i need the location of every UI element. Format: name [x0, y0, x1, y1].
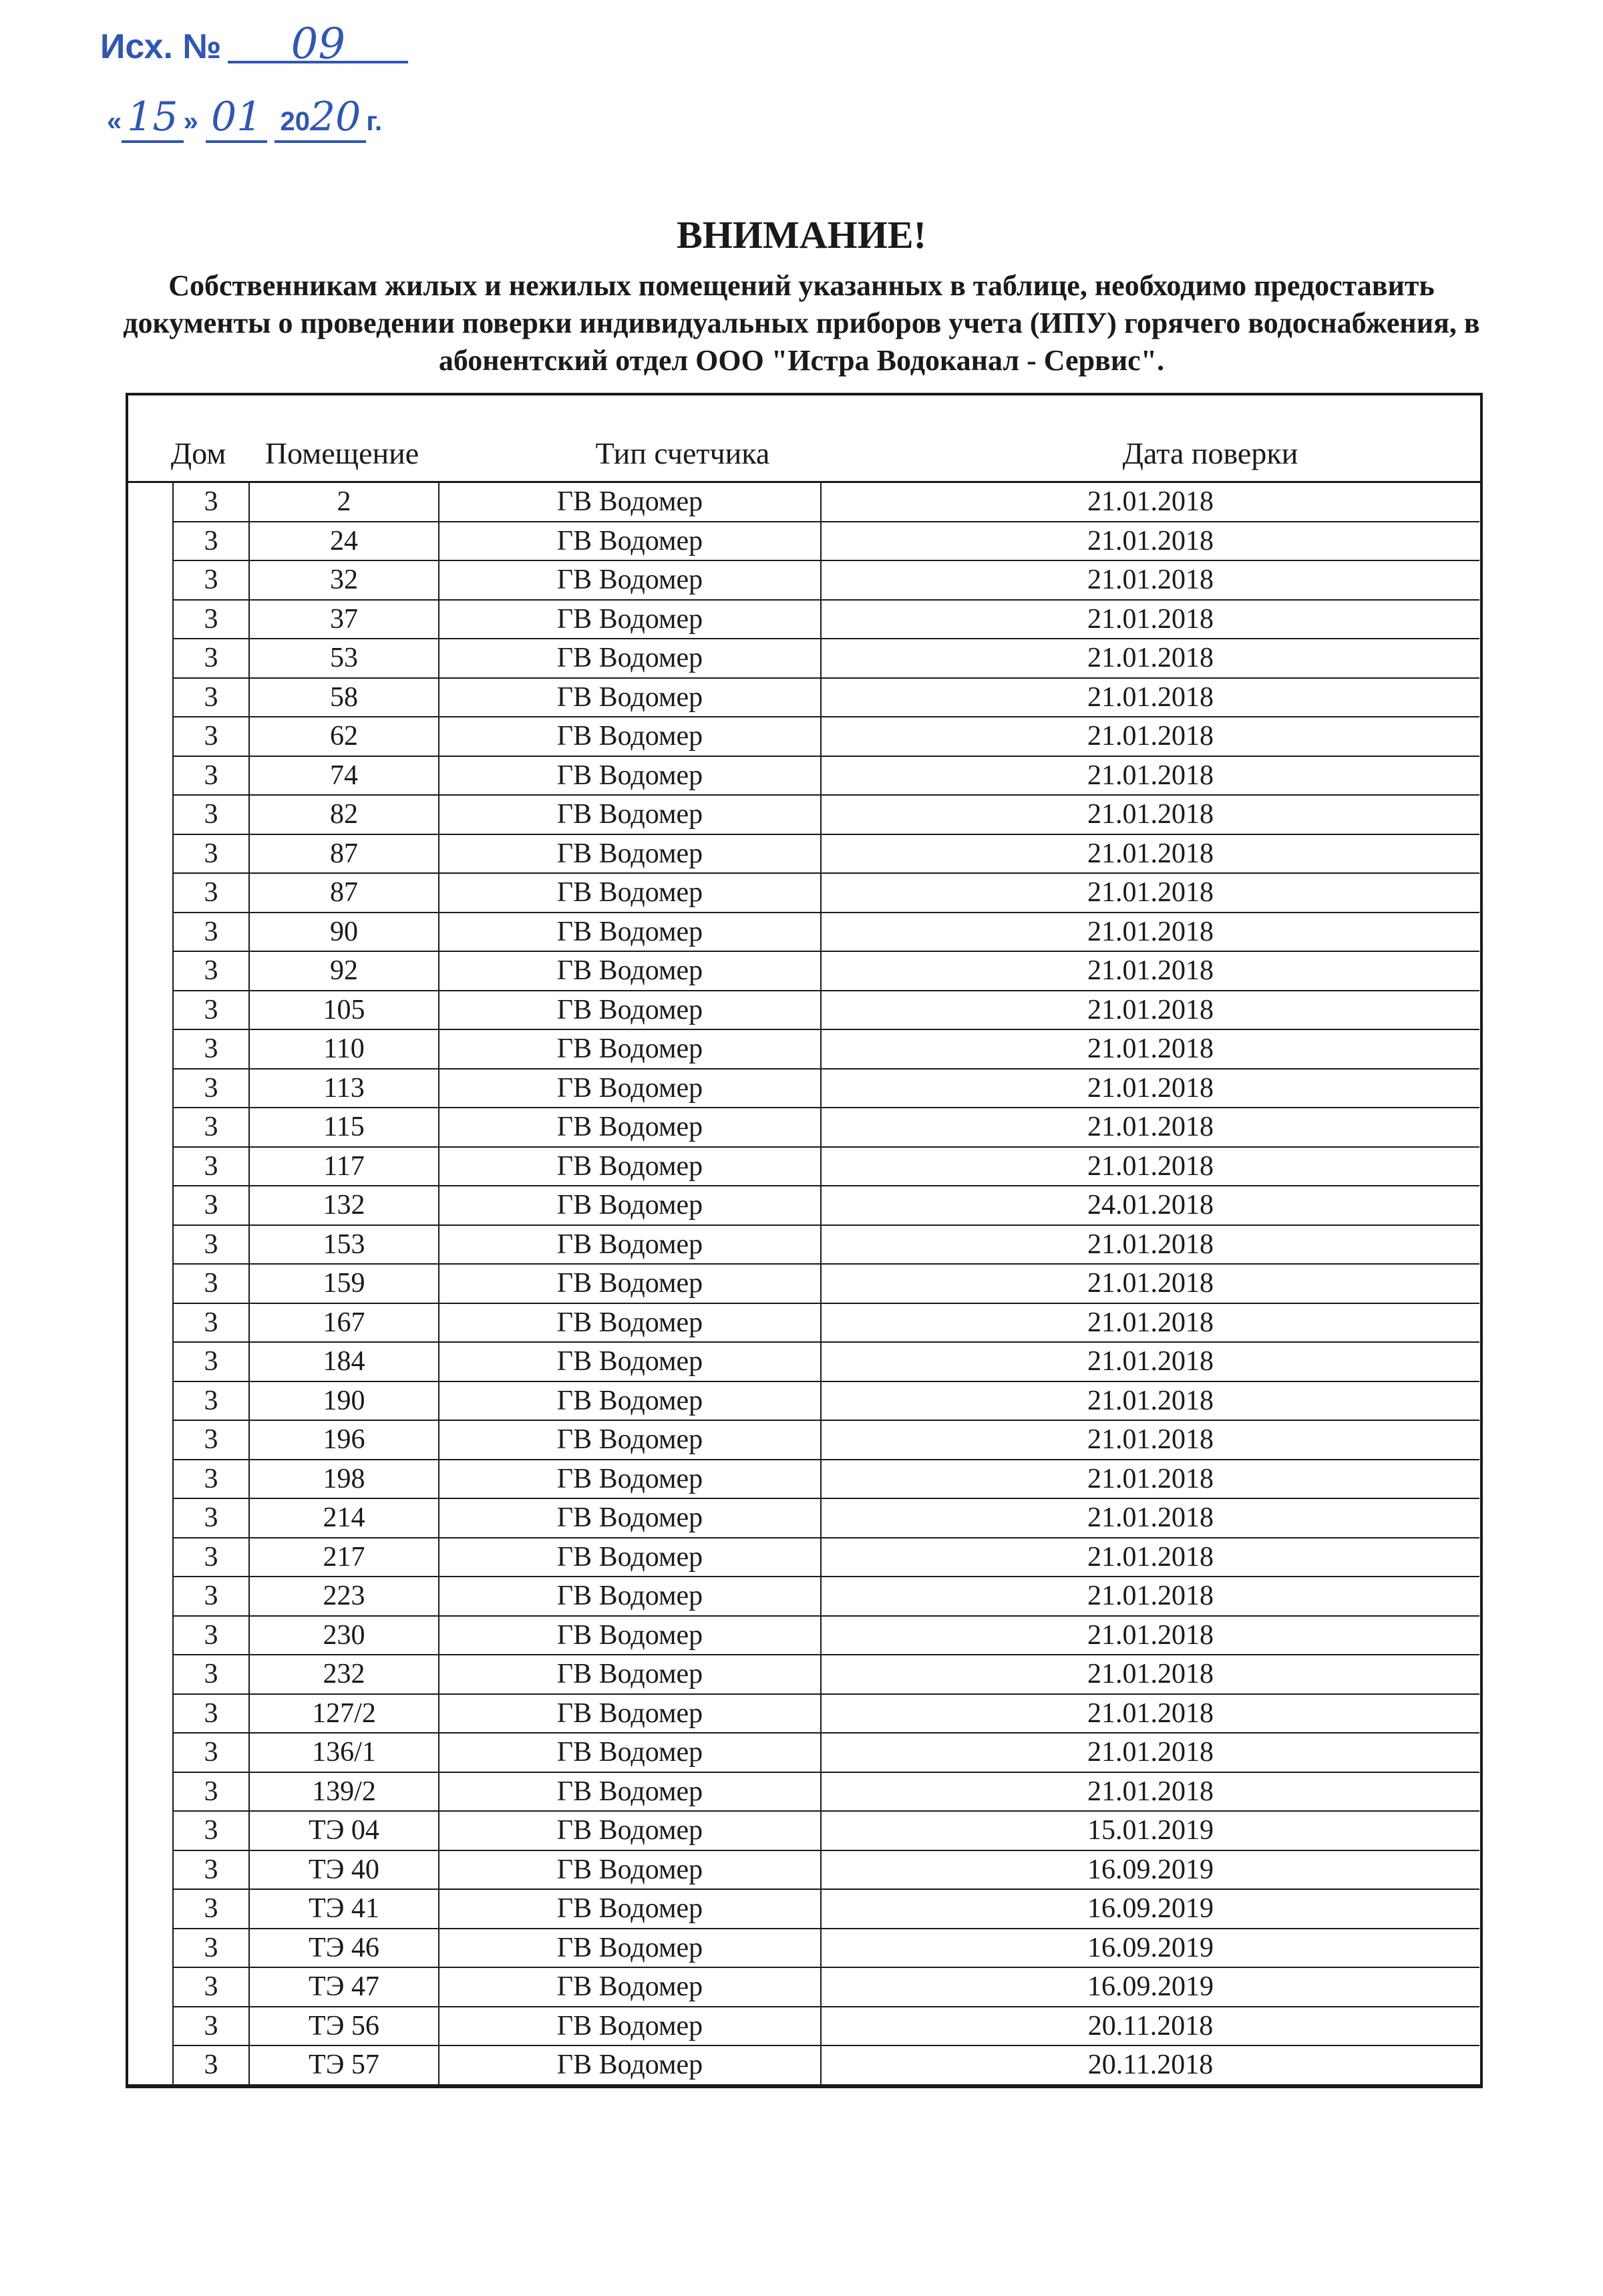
cell-house: 3 [173, 2045, 249, 2084]
table-row [173, 795, 1479, 834]
cell-check-date: 21.01.2018 [821, 1069, 1479, 1108]
cell-meter-type: ГВ Водомер [439, 1108, 821, 1147]
cell-check-date: 15.01.2019 [821, 1811, 1479, 1850]
cell-house: 3 [173, 1967, 249, 2007]
cell-check-date: 21.01.2018 [821, 1303, 1479, 1343]
cell-check-date: 21.01.2018 [821, 873, 1479, 913]
cell-check-date: 21.01.2018 [821, 678, 1479, 717]
table-row [173, 1069, 1479, 1108]
cell-premises: 113 [249, 1069, 439, 1108]
page-title: ВНИМАНИЕ! [677, 213, 926, 257]
table-row [173, 1108, 1479, 1147]
cell-check-date: 16.09.2019 [821, 1929, 1479, 1968]
cell-meter-type: ГВ Водомер [439, 2007, 821, 2046]
stamp-year-suffix: г. [366, 107, 383, 136]
table-row [173, 1850, 1479, 1890]
cell-check-date: 20.11.2018 [821, 2045, 1479, 2084]
table-row [173, 1694, 1479, 1734]
cell-premises: 230 [249, 1616, 439, 1655]
cell-premises: 74 [249, 756, 439, 796]
cell-check-date: 21.01.2018 [821, 1577, 1479, 1616]
cell-house: 3 [173, 600, 249, 639]
cell-check-date: 21.01.2018 [821, 795, 1479, 834]
cell-meter-type: ГВ Водомер [439, 913, 821, 952]
cell-meter-type: ГВ Водомер [439, 1460, 821, 1499]
header-check-date: Дата поверки [1122, 436, 1298, 470]
cell-house: 3 [173, 1069, 249, 1108]
stamp-day: 15 [122, 94, 183, 143]
cell-meter-type: ГВ Водомер [439, 600, 821, 639]
stamp-number-line [100, 19, 408, 69]
cell-premises: 153 [249, 1225, 439, 1265]
cell-meter-type: ГВ Водомер [439, 1147, 821, 1186]
cell-check-date: 21.01.2018 [821, 1420, 1479, 1460]
cell-premises: 117 [249, 1147, 439, 1186]
table-row [173, 1225, 1479, 1265]
cell-check-date: 21.01.2018 [821, 600, 1479, 639]
cell-house: 3 [173, 1108, 249, 1147]
cell-meter-type: ГВ Водомер [439, 1264, 821, 1303]
cell-house: 3 [173, 1733, 249, 1772]
cell-house: 3 [173, 1889, 249, 1929]
cell-premises: ТЭ 57 [249, 2045, 439, 2084]
cell-house: 3 [173, 1538, 249, 1577]
cell-check-date: 21.01.2018 [821, 1225, 1479, 1265]
cell-meter-type: ГВ Водомер [439, 639, 821, 678]
table-row [173, 1733, 1479, 1772]
cell-house: 3 [173, 1420, 249, 1460]
cell-premises: 136/1 [249, 1733, 439, 1772]
cell-meter-type: ГВ Водомер [439, 873, 821, 913]
cell-house: 3 [173, 1381, 249, 1421]
cell-premises: ТЭ 46 [249, 1929, 439, 1968]
table-row [173, 1029, 1479, 1069]
cell-meter-type: ГВ Водомер [439, 991, 821, 1030]
header-premises: Помещение [264, 436, 419, 470]
notice-text: Собственникам жилых и нежилых помещений указанных в таблице, необходимо предоставить документы о проведении поверки индивидуальных приборов учета (ИПУ) горячего водоснабжения, в абонентский отдел ООО "Истра Водоканал - Сервис". [123, 269, 1480, 377]
cell-house: 3 [173, 522, 249, 561]
cell-meter-type: ГВ Водомер [439, 1538, 821, 1577]
cell-meter-type: ГВ Водомер [439, 1733, 821, 1772]
cell-meter-type: ГВ Водомер [439, 1069, 821, 1108]
cell-premises: 24 [249, 522, 439, 561]
cell-premises: 110 [249, 1029, 439, 1069]
cell-house: 3 [173, 717, 249, 756]
stamp-year-prefix: 20 [280, 107, 310, 136]
cell-premises: ТЭ 40 [249, 1850, 439, 1890]
cell-check-date: 21.01.2018 [821, 1460, 1479, 1499]
cell-house: 3 [173, 1225, 249, 1265]
cell-meter-type: ГВ Водомер [439, 560, 821, 600]
table-row [173, 913, 1479, 952]
cell-meter-type: ГВ Водомер [439, 483, 821, 522]
cell-house: 3 [173, 1655, 249, 1694]
cell-meter-type: ГВ Водомер [439, 1889, 821, 1929]
cell-check-date: 21.01.2018 [821, 1772, 1479, 1812]
cell-check-date: 21.01.2018 [821, 560, 1479, 600]
cell-house: 3 [173, 678, 249, 717]
cell-premises: ТЭ 41 [249, 1889, 439, 1929]
cell-check-date: 21.01.2018 [821, 1264, 1479, 1303]
header-house: Дом [170, 436, 226, 470]
cell-check-date: 21.01.2018 [821, 717, 1479, 756]
stamp-year-hand: 20 [309, 94, 361, 140]
table-row [173, 2045, 1479, 2084]
cell-check-date: 21.01.2018 [821, 1694, 1479, 1734]
cell-premises: 2 [249, 483, 439, 522]
table-row [173, 522, 1479, 561]
cell-check-date: 21.01.2018 [821, 1381, 1479, 1421]
cell-house: 3 [173, 1929, 249, 1968]
cell-house: 3 [173, 560, 249, 600]
cell-check-date: 21.01.2018 [821, 1733, 1479, 1772]
table-row [173, 560, 1479, 600]
cell-premises: 167 [249, 1303, 439, 1343]
cell-house: 3 [173, 1694, 249, 1734]
cell-house: 3 [173, 951, 249, 991]
cell-check-date: 16.09.2019 [821, 1967, 1479, 2007]
cell-check-date: 24.01.2018 [821, 1186, 1479, 1225]
table-row [173, 873, 1479, 913]
table-row [173, 1616, 1479, 1655]
cell-meter-type: ГВ Водомер [439, 1772, 821, 1812]
table-row [173, 1929, 1479, 1968]
cell-house: 3 [173, 913, 249, 952]
meters-table [126, 393, 1483, 2088]
cell-meter-type: ГВ Водомер [439, 1577, 821, 1616]
cell-check-date: 21.01.2018 [821, 1342, 1479, 1381]
cell-house: 3 [173, 756, 249, 796]
cell-house: 3 [173, 1498, 249, 1538]
cell-premises: 62 [249, 717, 439, 756]
cell-meter-type: ГВ Водомер [439, 951, 821, 991]
cell-house: 3 [173, 639, 249, 678]
cell-house: 3 [173, 1616, 249, 1655]
cell-check-date: 21.01.2018 [821, 1108, 1479, 1147]
cell-house: 3 [173, 2007, 249, 2046]
cell-premises: 105 [249, 991, 439, 1030]
cell-premises: 58 [249, 678, 439, 717]
cell-meter-type: ГВ Водомер [439, 1342, 821, 1381]
cell-meter-type: ГВ Водомер [439, 1029, 821, 1069]
cell-meter-type: ГВ Водомер [439, 1929, 821, 1968]
table-row [173, 1655, 1479, 1694]
cell-premises: 132 [249, 1186, 439, 1225]
cell-meter-type: ГВ Водомер [439, 1694, 821, 1734]
cell-meter-type: ГВ Водомер [439, 717, 821, 756]
cell-meter-type: ГВ Водомер [439, 1420, 821, 1460]
stamp-month: 01 [206, 94, 267, 143]
table-row [173, 1498, 1479, 1538]
cell-premises: 232 [249, 1655, 439, 1694]
cell-check-date: 21.01.2018 [821, 913, 1479, 952]
cell-house: 3 [173, 1577, 249, 1616]
cell-premises: 223 [249, 1577, 439, 1616]
stamp-prefix: Исх. № [100, 27, 222, 66]
cell-premises: 217 [249, 1538, 439, 1577]
cell-check-date: 21.01.2018 [821, 1147, 1479, 1186]
cell-premises: 92 [249, 951, 439, 991]
stamp-date-line: « 15 » 01 2020 г. [107, 94, 382, 143]
cell-meter-type: ГВ Водомер [439, 1186, 821, 1225]
cell-premises: 139/2 [249, 1772, 439, 1812]
cell-meter-type: ГВ Водомер [439, 1616, 821, 1655]
cell-premises: 190 [249, 1381, 439, 1421]
cell-check-date: 21.01.2018 [821, 1616, 1479, 1655]
cell-meter-type: ГВ Водомер [439, 795, 821, 834]
cell-meter-type: ГВ Водомер [439, 1850, 821, 1890]
table-row [173, 1577, 1479, 1616]
table-row [173, 1967, 1479, 2007]
table-row [173, 1264, 1479, 1303]
table-row [173, 2007, 1479, 2046]
table-row [173, 717, 1479, 756]
cell-premises: 32 [249, 560, 439, 600]
header-meter-type: Тип счетчика [595, 436, 770, 470]
cell-meter-type: ГВ Водомер [439, 1225, 821, 1265]
cell-house: 3 [173, 1186, 249, 1225]
cell-house: 3 [173, 1811, 249, 1850]
stamp-number: 09 [228, 27, 408, 63]
table-body [172, 483, 1479, 2084]
table-row [173, 1147, 1479, 1186]
cell-house: 3 [173, 1303, 249, 1343]
table-row [173, 1342, 1479, 1381]
table-row [173, 678, 1479, 717]
table-row [173, 1538, 1479, 1577]
cell-house: 3 [173, 483, 249, 522]
table-row [173, 600, 1479, 639]
cell-premises: ТЭ 56 [249, 2007, 439, 2046]
cell-check-date: 21.01.2018 [821, 639, 1479, 678]
cell-premises: ТЭ 04 [249, 1811, 439, 1850]
table-row [173, 951, 1479, 991]
cell-house: 3 [173, 991, 249, 1030]
cell-meter-type: ГВ Водомер [439, 756, 821, 796]
cell-check-date: 21.01.2018 [821, 1498, 1479, 1538]
cell-meter-type: ГВ Водомер [439, 1967, 821, 2007]
table-row [173, 834, 1479, 874]
cell-check-date: 20.11.2018 [821, 2007, 1479, 2046]
cell-check-date: 21.01.2018 [821, 1029, 1479, 1069]
cell-premises: 37 [249, 600, 439, 639]
table-row [173, 483, 1479, 522]
cell-house: 3 [173, 1460, 249, 1499]
cell-meter-type: ГВ Водомер [439, 678, 821, 717]
cell-check-date: 21.01.2018 [821, 991, 1479, 1030]
cell-premises: 127/2 [249, 1694, 439, 1734]
cell-premises: 90 [249, 913, 439, 952]
table-row [173, 991, 1479, 1030]
cell-house: 3 [173, 1772, 249, 1812]
cell-house: 3 [173, 1342, 249, 1381]
cell-house: 3 [173, 1850, 249, 1890]
cell-meter-type: ГВ Водомер [439, 522, 821, 561]
cell-house: 3 [173, 1264, 249, 1303]
cell-check-date: 16.09.2019 [821, 1889, 1479, 1929]
cell-check-date: 21.01.2018 [821, 834, 1479, 874]
table-header [128, 395, 1480, 483]
cell-premises: ТЭ 47 [249, 1967, 439, 2007]
table-row [173, 1303, 1479, 1343]
cell-check-date: 21.01.2018 [821, 1538, 1479, 1577]
table-row [173, 1460, 1479, 1499]
table-row [173, 1381, 1479, 1421]
cell-premises: 159 [249, 1264, 439, 1303]
cell-check-date: 21.01.2018 [821, 951, 1479, 991]
table-row [173, 1186, 1479, 1225]
cell-house: 3 [173, 834, 249, 874]
cell-check-date: 16.09.2019 [821, 1850, 1479, 1890]
cell-premises: 184 [249, 1342, 439, 1381]
cell-meter-type: ГВ Водомер [439, 1811, 821, 1850]
cell-premises: 87 [249, 834, 439, 874]
cell-house: 3 [173, 1029, 249, 1069]
cell-house: 3 [173, 873, 249, 913]
table-row [173, 1889, 1479, 1929]
cell-check-date: 21.01.2018 [821, 1655, 1479, 1694]
cell-house: 3 [173, 1147, 249, 1186]
cell-meter-type: ГВ Водомер [439, 834, 821, 874]
cell-meter-type: ГВ Водомер [439, 1655, 821, 1694]
table-row [173, 639, 1479, 678]
cell-premises: 198 [249, 1460, 439, 1499]
cell-premises: 196 [249, 1420, 439, 1460]
cell-premises: 214 [249, 1498, 439, 1538]
cell-meter-type: ГВ Водомер [439, 1303, 821, 1343]
cell-check-date: 21.01.2018 [821, 483, 1479, 522]
table-row [173, 1772, 1479, 1812]
cell-check-date: 21.01.2018 [821, 522, 1479, 561]
cell-premises: 53 [249, 639, 439, 678]
table-row [173, 1811, 1479, 1850]
cell-premises: 82 [249, 795, 439, 834]
table-row [173, 1420, 1479, 1460]
cell-meter-type: ГВ Водомер [439, 1381, 821, 1421]
cell-meter-type: ГВ Водомер [439, 2045, 821, 2084]
cell-meter-type: ГВ Водомер [439, 1498, 821, 1538]
cell-house: 3 [173, 795, 249, 834]
cell-premises: 115 [249, 1108, 439, 1147]
table-row [173, 756, 1479, 796]
cell-premises: 87 [249, 873, 439, 913]
cell-check-date: 21.01.2018 [821, 756, 1479, 796]
